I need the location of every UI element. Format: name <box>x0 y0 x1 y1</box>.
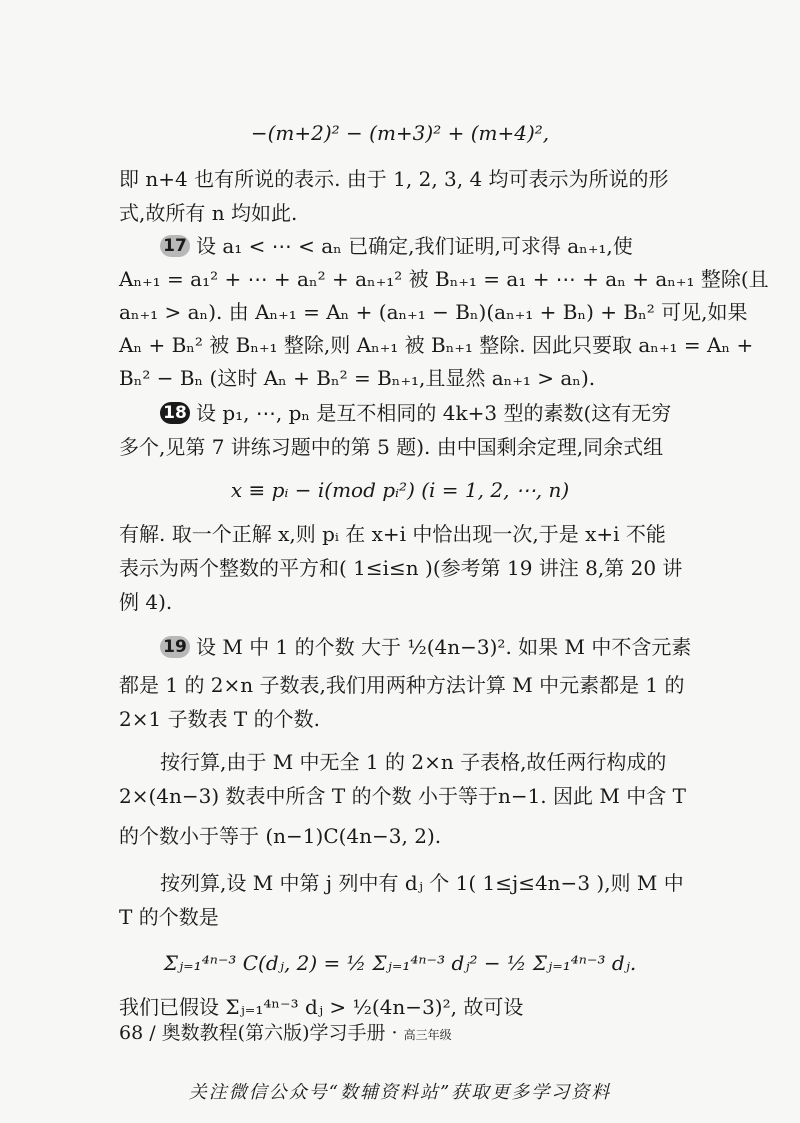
problem-number-badge: 18 <box>160 402 190 424</box>
paragraph-19-start <box>160 630 691 664</box>
text-line: 按行算,由于 M 中无全 1 的 2×n 子表格,故任两行构成的 <box>160 750 667 774</box>
text-line: Aₙ + Bₙ² 被 Bₙ₊₁ 整除,则 Aₙ₊₁ 被 Bₙ₊₁ 整除. 因此只要取 aₙ₊₁ = Aₙ + <box>119 333 754 357</box>
text-line: aₙ₊₁ > aₙ). 由 Aₙ₊₁ = Aₙ + (aₙ₊₁ − Bₙ)(aₙ₊₁ + Bₙ) + Bₙ² 可见,如果 <box>119 300 748 324</box>
text-line: 2×(4n−3) 数表中所含 T 的个数 小于等于n−1. 因此 M 中含 T <box>119 784 686 808</box>
text-line: 2×1 子数表 T 的个数. <box>119 707 320 731</box>
page-footer <box>119 1018 452 1050</box>
text-line: 设 a₁ < ⋯ < aₙ 已确定,我们证明,可求得 aₙ₊₁,使 <box>196 234 633 258</box>
text-line: 都是 1 的 2×n 子数表,我们用两种方法计算 M 中元素都是 1 的 <box>119 673 685 697</box>
text-line: Bₙ² − Bₙ (这时 Aₙ + Bₙ² = Bₙ₊₁,且显然 aₙ₊₁ > aₙ). <box>119 366 596 390</box>
congruence-equation: x ≡ pᵢ − i(mod pᵢ²) (i = 1, 2, ⋯, n) <box>230 478 570 502</box>
equation-line: −(m+2)² − (m+3)² + (m+4)², <box>250 121 550 145</box>
text-line: 我们已假设 Σⱼ₌₁⁴ⁿ⁻³ dⱼ > ½(4n−3)², 故可设 <box>119 995 524 1019</box>
text-line: 设 p₁, ⋯, pₙ 是互不相同的 4k+3 型的素数(这有无穷 <box>196 401 672 425</box>
problem-number-badge: 19 <box>160 636 190 658</box>
text-line: 按列算,设 M 中第 j 列中有 dⱼ 个 1( 1≤j≤4n−3 ),则 M 中 <box>160 871 684 895</box>
problem-number-badge: 17 <box>160 235 190 257</box>
paragraph-18-start <box>160 396 671 430</box>
text-line: 即 n+4 也有所说的表示. 由于 1, 2, 3, 4 均可表示为所说的形 <box>119 167 669 191</box>
text-line: Aₙ₊₁ = a₁² + ⋯ + aₙ² + aₙ₊₁² 被 Bₙ₊₁ = a₁ + ⋯ + aₙ + aₙ₊₁ 整除(且 <box>119 267 769 291</box>
summation-equation: Σⱼ₌₁⁴ⁿ⁻³ C(dⱼ, 2) = ½ Σⱼ₌₁⁴ⁿ⁻³ dⱼ² − ½ Σⱼ₌₁⁴ⁿ⁻³ dⱼ. <box>163 951 637 975</box>
footer-page-book: 68 / 奥数教程(第六版)学习手册 · <box>119 1022 398 1044</box>
watermark-text: 关注微信公众号“数辅资料站”获取更多学习资料 <box>188 1082 612 1103</box>
paragraph-17-start <box>160 229 633 263</box>
text-line: 多个,见第 7 讲练习题中的第 5 题). 由中国剩余定理,同余式组 <box>119 435 664 459</box>
text-line: 表示为两个整数的平方和( 1≤i≤n )(参考第 19 讲注 8,第 20 讲 <box>119 556 683 580</box>
text-line: T 的个数是 <box>119 905 219 929</box>
text-line: 有解. 取一个正解 x,则 pᵢ 在 x+i 中恰出现一次,于是 x+i 不能 <box>119 522 666 546</box>
text-line: 设 M 中 1 的个数 大于 ½(4n−3)². 如果 M 中不含元素 <box>196 635 692 659</box>
text-line: 例 4). <box>119 590 173 614</box>
text-line: 式,故所有 n 均如此. <box>119 201 298 225</box>
footer-grade: 高三年级 <box>403 1028 452 1042</box>
text-line: 的个数小于等于 (n−1)C(4n−3, 2). <box>119 824 442 848</box>
